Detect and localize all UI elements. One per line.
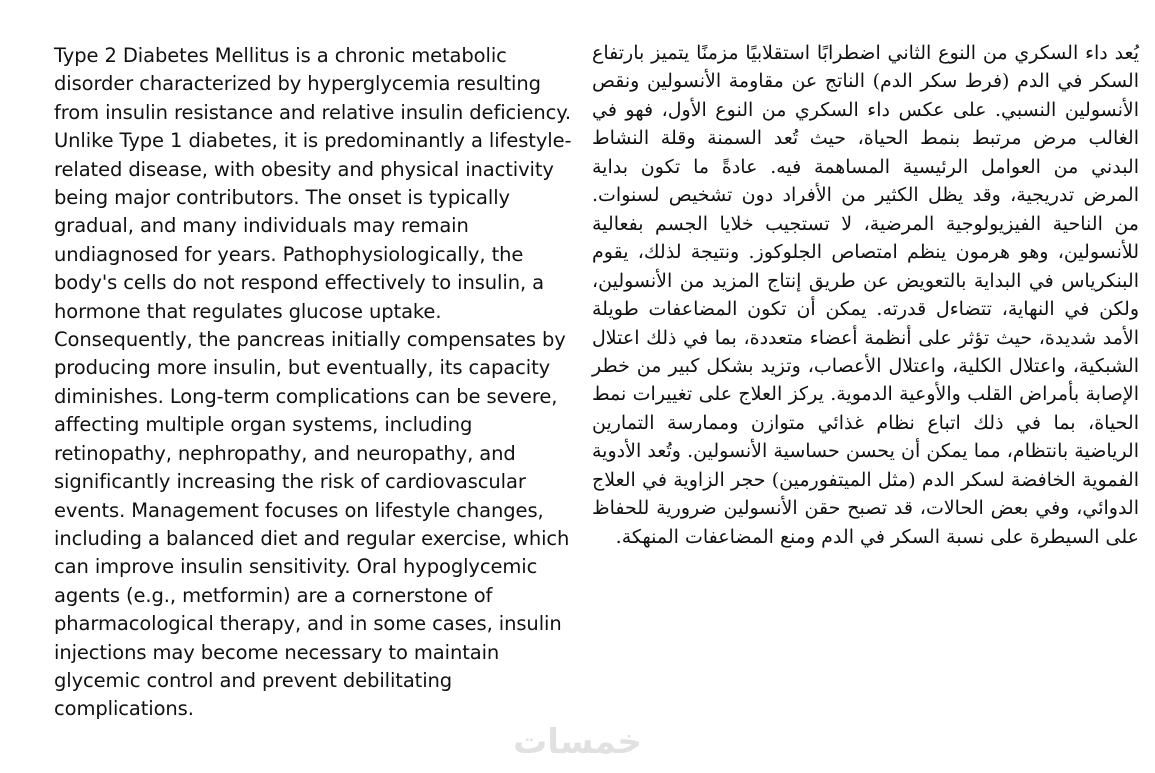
watermark-logo: خمسات xyxy=(513,722,642,762)
english-paragraph: Type 2 Diabetes Mellitus is a chronic metabolic disorder characterized by hyperglycemia resulting from insulin resistance and relative insulin deficiency. Unlike Type 1 diabetes, it is predominantly a lifestyle-related disease, with obesity and physical inactivity being major contributors. The onset is typically gradual, and many individuals may remain undiagnosed for years. Pathophysiologically, the body's cells do not respond effectively to insulin, a hormone that regulates glucose uptake. Consequently, the pancreas initially compensates by producing more insulin, but eventually, its capacity diminishes. Long-term complications can be severe, affecting multiple organ systems, including retinopathy, nephropathy, and neuropathy, and significantly increasing the risk of cardiovascular events. Management focuses on lifestyle changes, including a balanced diet and regular exercise, which can improve insulin sensitivity. Oral hypoglycemic agents (e.g., metformin) are a cornerstone of pharmacological therapy, and in some cases, insulin injections may become necessary to maintain glycemic control and prevent debilitating complications. xyxy=(54,44,572,721)
arabic-paragraph: يُعد داء السكري من النوع الثاني اضطرابًا استقلابيًا مزمنًا يتميز بارتفاع السكر في الدم (فرط سكر الدم) الناتج عن مقاومة الأنسولين ونقص الأنسولين النسبي. على عكس داء السكري من النوع الأول، فهو في الغالب مرض مرتبط بنمط الحياة، حيث تُعد السمنة وقلة النشاط البدني من العوامل الرئيسية المساهمة فيه. عادةً ما تكون بداية المرض تدريجية، وقد يظل الكثير من الأفراد دون تشخيص لسنوات. من الناحية الفيزيولوجية المرضية، لا تستجيب خلايا الجسم بفعالية للأنسولين، وهو هرمون ينظم امتصاص الجلوكوز. ونتيجة لذلك، يقوم البنكرياس في البداية بالتعويض عن طريق إنتاج المزيد من الأنسولين، ولكن في النهاية، تتضاءل قدرته. يمكن أن تكون المضاعفات طويلة الأمد شديدة، حيث تؤثر على أنظمة أعضاء متعددة، بما في ذلك اعتلال الشبكية، واعتلال الكلية، واعتلال الأعصاب، وتزيد بشكل كبير من خطر الإصابة بأمراض القلب والأوعية الدموية. يركز العلاج على تغييرات نمط الحياة، بما في ذلك اتباع نظام غذائي متوازن وممارسة التمارين الرياضية بانتظام، مما يمكن أن يحسن حساسية الأنسولين. وتُعد الأدوية الفموية الخافضة لسكر الدم (مثل الميتفورمين) حجر الزاوية في العلاج الدوائي، وفي بعض الحالات، قد تصبح حقن الأنسولين ضرورية للحفاظ على السيطرة على نسبة السكر في الدم ومنع المضاعفات المنهكة. xyxy=(592,42,1139,548)
